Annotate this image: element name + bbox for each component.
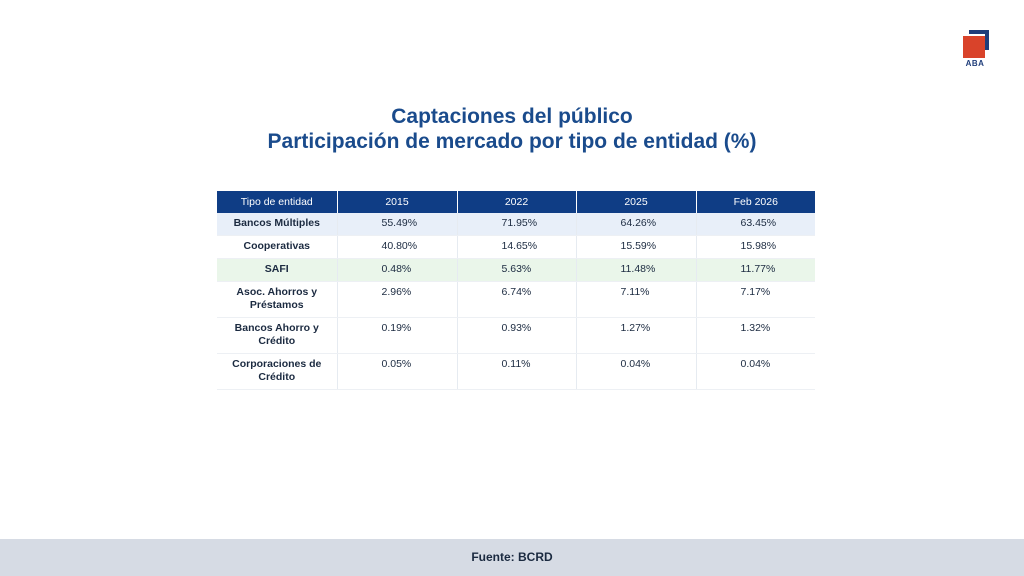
value-cell: 11.77%: [696, 259, 815, 282]
value-cell: 0.48%: [337, 259, 457, 282]
value-cell: 0.05%: [337, 354, 457, 390]
aba-logo: [961, 30, 995, 70]
value-cell: 1.27%: [576, 318, 696, 354]
value-cell: 7.11%: [576, 282, 696, 318]
value-cell: 0.11%: [457, 354, 576, 390]
value-cell: 0.19%: [337, 318, 457, 354]
value-cell: 40.80%: [337, 236, 457, 259]
value-cell: 14.65%: [457, 236, 576, 259]
value-cell: 11.48%: [576, 259, 696, 282]
logo-red-square: [963, 36, 985, 58]
entity-name: SAFI: [217, 259, 337, 282]
source-note: Fuente: BCRD: [471, 550, 553, 564]
entity-name: Asoc. Ahorros y Préstamos: [217, 282, 337, 318]
header-entity-type: Tipo de entidad: [217, 191, 337, 213]
header-row: [217, 191, 815, 213]
value-cell: 1.32%: [696, 318, 815, 354]
header-feb-2026: Feb 2026: [696, 191, 815, 213]
market-share-table: [217, 191, 815, 390]
entity-name: Bancos Ahorro y Crédito: [217, 318, 337, 354]
entity-name: Cooperativas: [217, 236, 337, 259]
value-cell: 0.04%: [576, 354, 696, 390]
table-row: [217, 282, 815, 318]
table-header: [217, 191, 815, 213]
table-row: [217, 236, 815, 259]
header-year-2025: 2025: [576, 191, 696, 213]
table-row: [217, 318, 815, 354]
value-cell: 2.96%: [337, 282, 457, 318]
value-cell: 63.45%: [696, 213, 815, 236]
value-cell: 71.95%: [457, 213, 576, 236]
slide-title: [0, 104, 1024, 154]
table-row: [217, 259, 815, 282]
title-line-2: Participación de mercado por tipo de entidad (%): [267, 130, 757, 153]
value-cell: 5.63%: [457, 259, 576, 282]
value-cell: 55.49%: [337, 213, 457, 236]
value-cell: 6.74%: [457, 282, 576, 318]
header-year-2015: 2015: [337, 191, 457, 213]
entity-name: Corporaciones de Crédito: [217, 354, 337, 390]
entity-name: Bancos Múltiples: [217, 213, 337, 236]
table-body: [217, 213, 815, 390]
title-line-1: Captaciones del público: [391, 105, 633, 128]
value-cell: 64.26%: [576, 213, 696, 236]
value-cell: 15.98%: [696, 236, 815, 259]
value-cell: 0.04%: [696, 354, 815, 390]
footer-bar: [0, 539, 1024, 576]
logo-text: ABA: [965, 59, 985, 68]
value-cell: 7.17%: [696, 282, 815, 318]
value-cell: 0.93%: [457, 318, 576, 354]
table-row: [217, 354, 815, 390]
header-year-2022: 2022: [457, 191, 576, 213]
table-row: [217, 213, 815, 236]
value-cell: 15.59%: [576, 236, 696, 259]
